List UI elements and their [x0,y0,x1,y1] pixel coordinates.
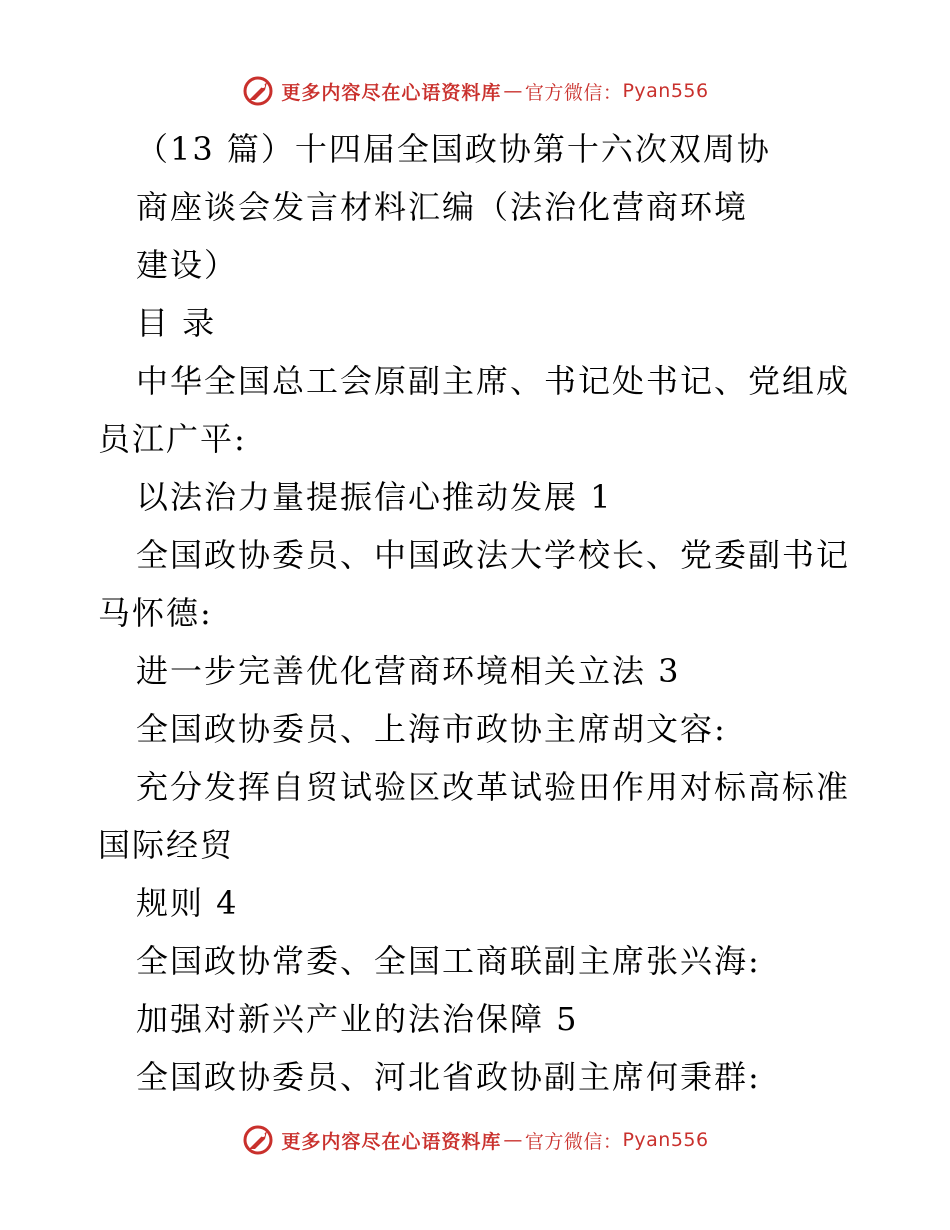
toc-heading: 目 录 [136,304,217,342]
banner-separator: — [503,1129,523,1151]
fountain-pen-logo-icon [241,74,275,108]
document-title-line-1: （13 篇）十四届全国政协第十六次双周协 [136,130,771,168]
banner-brand-text: 更多内容尽在心语资料库 [281,1130,502,1153]
toc-entry-3-line-1: 充分发挥自贸试验区改革试验田作用对标高标准 [136,768,851,806]
banner-wechat-id: Pyan556 [622,80,709,102]
fountain-pen-logo-icon [241,1123,275,1157]
toc-author-1-line-2: 员江广平: [98,420,247,458]
toc-author-1-line-1: 中华全国总工会原副主席、书记处书记、党组成 [136,362,851,400]
document-body [98,120,858,1106]
banner-separator: — [503,80,523,102]
toc-entry-3-line-2: 国际经贸 [98,826,235,864]
toc-author-3: 全国政协委员、上海市政协主席胡文容: [136,710,727,748]
toc-author-4: 全国政协常委、全国工商联副主席张兴海: [136,942,761,980]
banner-brand-text: 更多内容尽在心语资料库 [281,81,502,104]
document-title-line-2: 商座谈会发言材料汇编（法治化营商环境 [136,188,749,226]
banner-wechat-label: 官方微信： [524,81,623,104]
document-title-line-3: 建设） [136,246,239,284]
toc-author-5: 全国政协委员、河北省政协副主席何秉群: [136,1058,761,1096]
footer-watermark-banner [0,1120,950,1160]
toc-author-2-line-1: 全国政协委员、中国政法大学校长、党委副书记 [136,536,851,574]
toc-entry-3-line-3: 规则 4 [136,884,239,922]
toc-author-2-line-2: 马怀德: [98,594,213,632]
toc-entry-1: 以法治力量提振信心推动发展 1 [136,478,613,516]
banner-wechat-id: Pyan556 [622,1129,709,1151]
banner-wechat-label: 官方微信： [524,1130,623,1153]
toc-entry-2: 进一步完善优化营商环境相关立法 3 [136,652,681,690]
toc-entry-4: 加强对新兴产业的法治保障 5 [136,1000,579,1038]
header-watermark-banner [0,71,950,111]
